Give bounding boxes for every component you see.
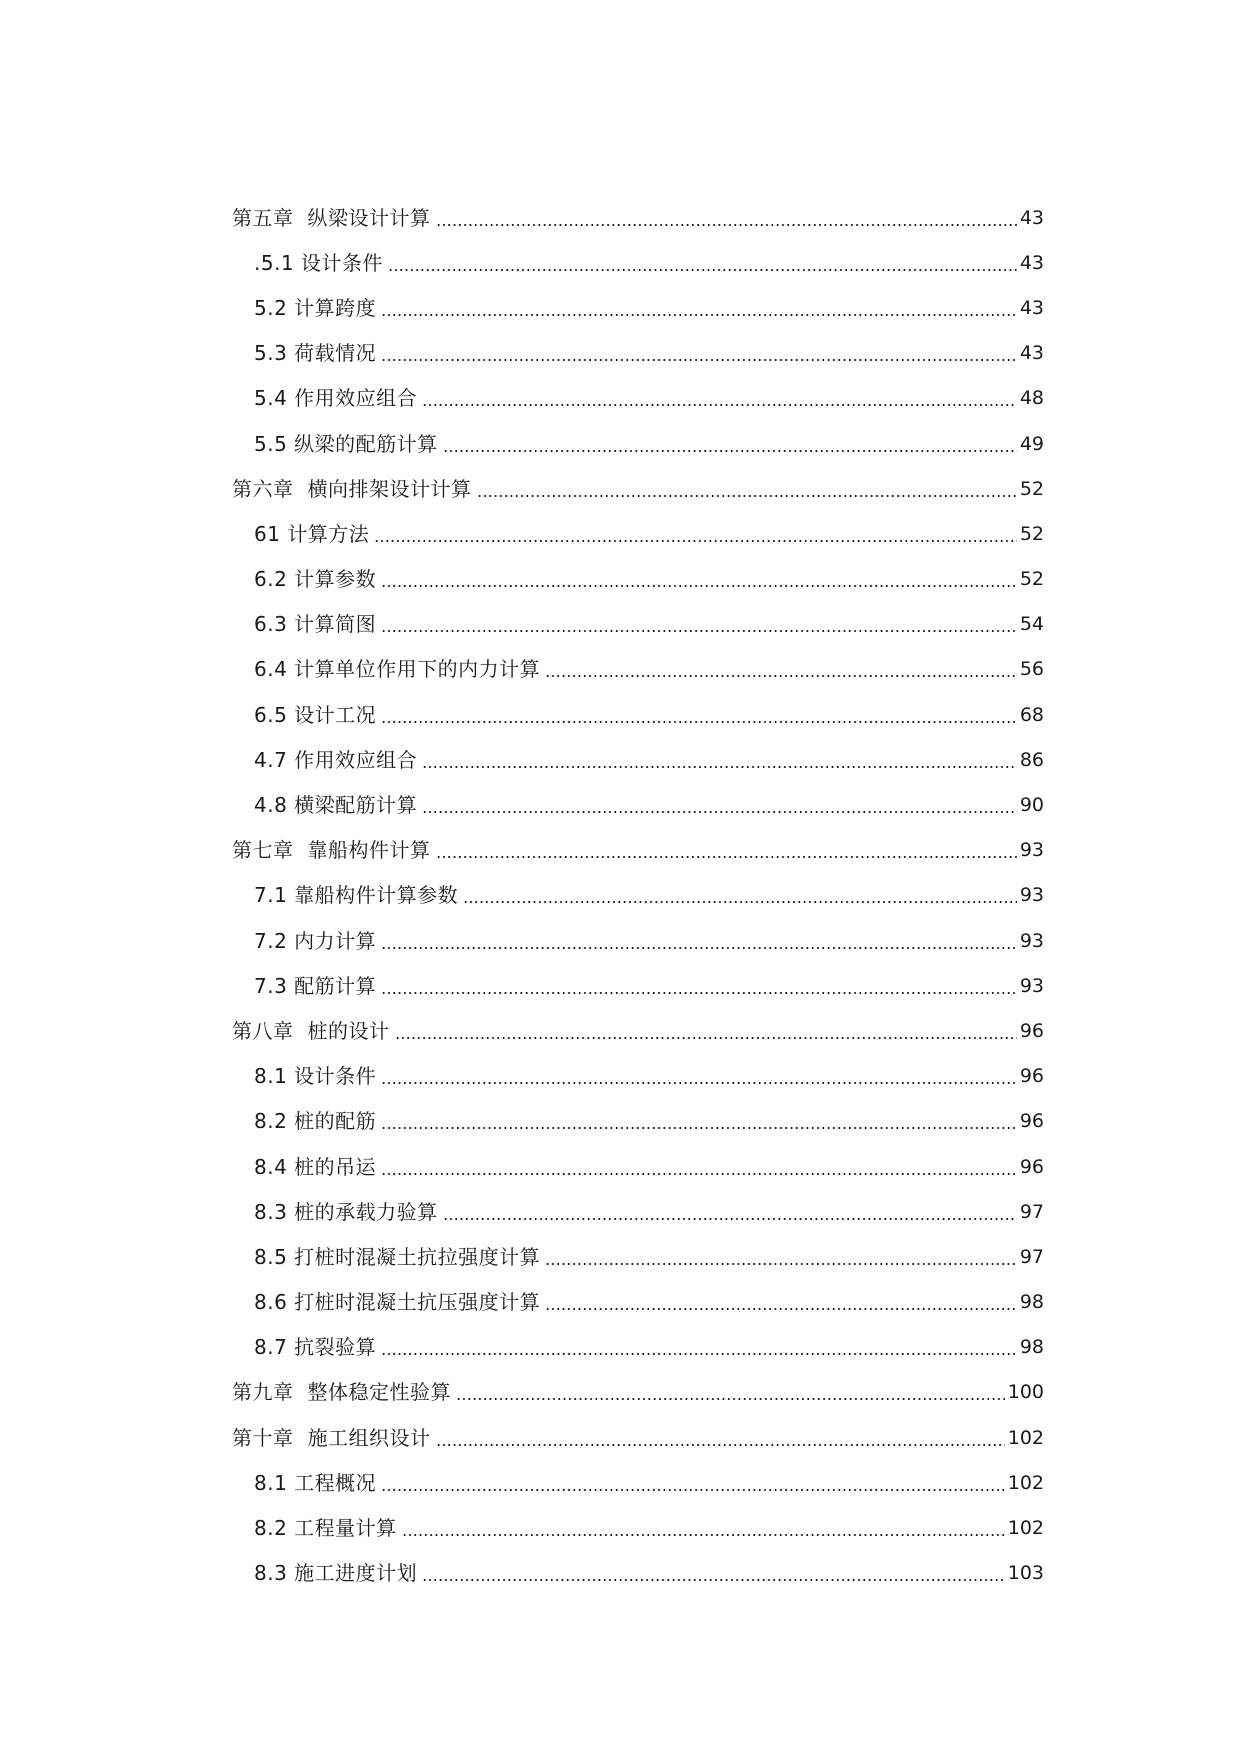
toc-entry-number: 6.4 — [254, 657, 288, 682]
toc-page-number: 96 — [1019, 1110, 1044, 1133]
dot-leader — [381, 337, 1017, 369]
toc-entry-number: 5.5 — [254, 431, 288, 456]
toc-entry-title — [254, 699, 378, 731]
toc-entry-text: 桩的设计 — [307, 1018, 390, 1043]
dot-leader — [381, 563, 1017, 595]
toc-page-number: 93 — [1019, 974, 1044, 997]
toc-entry-text: 设计条件 — [294, 1064, 377, 1089]
toc-page-number: 103 — [1007, 1562, 1044, 1585]
toc-entry-number: 8.1 — [254, 1064, 288, 1089]
toc-page-number: 48 — [1019, 387, 1044, 410]
toc-page-number: 98 — [1019, 1291, 1044, 1314]
toc-entry-number: 第八章 — [232, 1018, 294, 1043]
table-of-contents — [232, 195, 1044, 1596]
toc-page-number: 93 — [1019, 929, 1044, 952]
toc-entry-title — [254, 247, 385, 279]
toc-entry-title — [254, 1196, 440, 1228]
toc-page-number: 96 — [1019, 1019, 1044, 1042]
toc-page-number: 68 — [1019, 703, 1044, 726]
toc-section-entry[interactable] — [232, 782, 1044, 827]
toc-page-number: 43 — [1019, 251, 1044, 274]
toc-entry-number: 7.1 — [254, 883, 288, 908]
toc-entry-text: 荷载情况 — [294, 341, 377, 366]
toc-page-number: 93 — [1019, 884, 1044, 907]
toc-page-number: 97 — [1019, 1245, 1044, 1268]
toc-entry-number: 5.3 — [254, 341, 288, 366]
toc-entry-title — [254, 1512, 399, 1544]
toc-page-number: 52 — [1019, 477, 1044, 500]
toc-page-number: 102 — [1007, 1517, 1044, 1540]
toc-entry-number: 第十章 — [232, 1425, 294, 1450]
toc-entry-text: 横梁配筋计算 — [294, 793, 418, 818]
toc-section-entry[interactable] — [232, 918, 1044, 963]
toc-entry-title — [254, 744, 419, 776]
toc-section-entry[interactable] — [232, 602, 1044, 647]
toc-entry-title — [232, 834, 433, 866]
dot-leader — [381, 1060, 1017, 1092]
toc-entry-number: 8.6 — [254, 1290, 288, 1315]
toc-entry-title — [232, 1422, 433, 1454]
dot-leader — [443, 428, 1017, 460]
toc-entry-number: 第五章 — [232, 205, 294, 230]
toc-entry-title — [254, 1467, 378, 1499]
toc-page-number: 52 — [1019, 568, 1044, 591]
toc-entry-title — [254, 292, 378, 324]
toc-section-entry[interactable] — [232, 421, 1044, 466]
dot-leader — [381, 1105, 1017, 1137]
dot-leader — [456, 1376, 1005, 1408]
toc-page-number: 98 — [1019, 1336, 1044, 1359]
toc-section-entry[interactable] — [232, 240, 1044, 285]
toc-section-entry[interactable] — [232, 1505, 1044, 1550]
toc-entry-title — [232, 473, 474, 505]
toc-entry-title — [254, 879, 460, 911]
toc-entry-title — [254, 1105, 378, 1137]
toc-entry-number: 第六章 — [232, 476, 294, 501]
toc-page-number: 54 — [1019, 613, 1044, 636]
toc-entry-text: 打桩时混凝土抗拉强度计算 — [294, 1244, 541, 1269]
toc-entry-number: 7.2 — [254, 928, 288, 953]
toc-entry-number: .5.1 — [254, 250, 295, 275]
toc-entry-number: 8.7 — [254, 1335, 295, 1360]
toc-section-entry[interactable] — [232, 1144, 1044, 1189]
dot-leader — [381, 925, 1017, 957]
toc-entry-text: 内力计算 — [294, 928, 377, 953]
toc-entry-title — [254, 428, 440, 460]
toc-entry-text: 施工进度计划 — [294, 1561, 418, 1586]
toc-entry-text: 计算方法 — [287, 521, 370, 546]
toc-entry-number: 6.2 — [254, 567, 288, 592]
toc-entry-number: 第七章 — [232, 838, 294, 863]
dot-leader — [436, 1422, 1005, 1454]
toc-page-number: 93 — [1019, 839, 1044, 862]
toc-section-entry[interactable] — [232, 1460, 1044, 1505]
toc-entry-text: 靠船构件计算 — [307, 838, 431, 863]
toc-entry-text: 靠船构件计算参数 — [294, 883, 459, 908]
toc-entry-number: 8.2 — [254, 1516, 288, 1541]
toc-page-number: 96 — [1019, 1065, 1044, 1088]
toc-entry-title — [254, 1286, 542, 1318]
toc-entry-number: 61 — [254, 521, 281, 546]
toc-entry-text: 作用效应组合 — [294, 747, 418, 772]
toc-page-number: 100 — [1007, 1381, 1044, 1404]
toc-entry-number: 7.3 — [254, 973, 288, 998]
toc-entry-number: 8.3 — [254, 1199, 288, 1224]
toc-section-entry[interactable] — [232, 873, 1044, 918]
toc-section-entry[interactable] — [232, 376, 1044, 421]
toc-entry-text: 纵梁的配筋计算 — [294, 431, 438, 456]
toc-entry-title — [232, 202, 433, 234]
dot-leader — [436, 834, 1017, 866]
toc-chapter-entry[interactable] — [232, 466, 1044, 511]
toc-entry-title — [254, 1060, 378, 1092]
spacer — [294, 251, 301, 275]
toc-entry-text: 作用效应组合 — [294, 386, 418, 411]
toc-entry-number: 4.7 — [254, 747, 288, 772]
toc-section-entry[interactable] — [232, 647, 1044, 692]
toc-section-entry[interactable] — [232, 1054, 1044, 1099]
toc-entry-title — [232, 1376, 453, 1408]
toc-entry-number: 8.5 — [254, 1244, 288, 1269]
toc-page-number: 52 — [1019, 522, 1044, 545]
toc-entry-number: 6.5 — [254, 702, 288, 727]
toc-page-number: 102 — [1007, 1471, 1044, 1494]
toc-entry-text: 横向排架设计计算 — [307, 476, 472, 501]
toc-page-number: 43 — [1019, 296, 1044, 319]
dot-leader — [381, 970, 1017, 1002]
toc-page-number: 86 — [1019, 748, 1044, 771]
toc-entry-text: 计算单位作用下的内力计算 — [294, 657, 541, 682]
toc-section-entry[interactable] — [232, 1280, 1044, 1325]
toc-section-entry[interactable] — [232, 692, 1044, 737]
toc-page-number: 49 — [1019, 432, 1044, 455]
toc-entry-text: 配筋计算 — [294, 973, 377, 998]
toc-page-number: 96 — [1019, 1155, 1044, 1178]
toc-entry-title — [254, 1151, 378, 1183]
toc-entry-text: 抗裂验算 — [294, 1335, 377, 1360]
toc-section-entry[interactable] — [232, 1189, 1044, 1234]
dot-leader — [381, 608, 1017, 640]
dot-leader — [422, 382, 1017, 414]
toc-entry-title — [254, 1331, 378, 1363]
toc-entry-number: 8.3 — [254, 1561, 288, 1586]
toc-section-entry[interactable] — [232, 963, 1044, 1008]
toc-entry-title — [254, 925, 378, 957]
toc-chapter-entry[interactable] — [232, 1370, 1044, 1415]
toc-entry-text: 工程量计算 — [294, 1516, 397, 1541]
toc-entry-text: 纵梁设计计算 — [307, 205, 431, 230]
toc-entry-number: 第九章 — [232, 1380, 294, 1405]
toc-entry-title — [254, 337, 378, 369]
toc-page-number: 56 — [1019, 658, 1044, 681]
toc-entry-title — [254, 1557, 419, 1589]
toc-section-entry[interactable] — [232, 737, 1044, 782]
toc-entry-text: 桩的配筋 — [294, 1109, 377, 1134]
toc-page-number: 90 — [1019, 794, 1044, 817]
toc-chapter-entry[interactable] — [232, 828, 1044, 873]
dot-leader — [422, 789, 1017, 821]
toc-entry-title — [254, 1241, 542, 1273]
dot-leader — [381, 1151, 1017, 1183]
toc-section-entry[interactable] — [232, 1551, 1044, 1596]
toc-section-entry[interactable] — [232, 557, 1044, 602]
dot-leader — [545, 653, 1017, 685]
toc-entry-number: 5.4 — [254, 386, 288, 411]
dot-leader — [477, 473, 1017, 505]
toc-entry-title — [254, 970, 378, 1002]
toc-page-number: 43 — [1019, 342, 1044, 365]
toc-entry-title — [254, 789, 419, 821]
toc-page-number: 102 — [1007, 1426, 1044, 1449]
toc-section-entry[interactable] — [232, 285, 1044, 330]
dot-leader — [395, 1015, 1017, 1047]
toc-entry-title — [254, 382, 419, 414]
toc-entry-title — [254, 653, 542, 685]
toc-chapter-entry[interactable] — [232, 195, 1044, 240]
toc-entry-title — [254, 563, 378, 595]
dot-leader — [402, 1512, 1005, 1544]
dot-leader — [422, 744, 1017, 776]
toc-page-number: 43 — [1019, 206, 1044, 229]
toc-entry-text: 桩的吊运 — [294, 1154, 377, 1179]
toc-entry-text: 桩的承载力验算 — [294, 1199, 438, 1224]
toc-section-entry[interactable] — [232, 1234, 1044, 1279]
toc-entry-text: 计算简图 — [294, 612, 377, 637]
dot-leader — [381, 1467, 1005, 1499]
toc-entry-text: 计算参数 — [294, 567, 377, 592]
dot-leader — [381, 699, 1017, 731]
dot-leader — [422, 1557, 1005, 1589]
toc-entry-text: 工程概况 — [294, 1470, 377, 1495]
dot-leader — [381, 292, 1017, 324]
dot-leader — [463, 879, 1017, 911]
toc-entry-text: 整体稳定性验算 — [307, 1380, 451, 1405]
dot-leader — [381, 1331, 1017, 1363]
dot-leader — [388, 247, 1017, 279]
toc-section-entry[interactable] — [232, 511, 1044, 556]
toc-section-entry[interactable] — [232, 1099, 1044, 1144]
toc-entry-title — [232, 1015, 392, 1047]
dot-leader — [443, 1196, 1017, 1228]
toc-entry-text: 设计条件 — [301, 250, 384, 275]
toc-entry-title — [254, 608, 378, 640]
toc-entry-number: 6.3 — [254, 612, 288, 637]
toc-section-entry[interactable] — [232, 331, 1044, 376]
toc-entry-number: 8.4 — [254, 1154, 288, 1179]
toc-chapter-entry[interactable] — [232, 1008, 1044, 1053]
dot-leader — [436, 202, 1017, 234]
toc-entry-number: 5.2 — [254, 295, 288, 320]
toc-entry-text: 施工组织设计 — [307, 1425, 431, 1450]
toc-page-number: 97 — [1019, 1200, 1044, 1223]
toc-entry-text: 打桩时混凝土抗压强度计算 — [294, 1290, 541, 1315]
toc-entry-title — [254, 518, 371, 550]
toc-chapter-entry[interactable] — [232, 1415, 1044, 1460]
dot-leader — [374, 518, 1017, 550]
toc-entry-text: 计算跨度 — [294, 295, 377, 320]
toc-entry-number: 4.8 — [254, 793, 288, 818]
toc-entry-number: 8.1 — [254, 1470, 288, 1495]
toc-entry-number: 8.2 — [254, 1109, 288, 1134]
toc-section-entry[interactable] — [232, 1325, 1044, 1370]
toc-entry-text: 设计工况 — [294, 702, 377, 727]
dot-leader — [545, 1241, 1017, 1273]
dot-leader — [545, 1286, 1017, 1318]
